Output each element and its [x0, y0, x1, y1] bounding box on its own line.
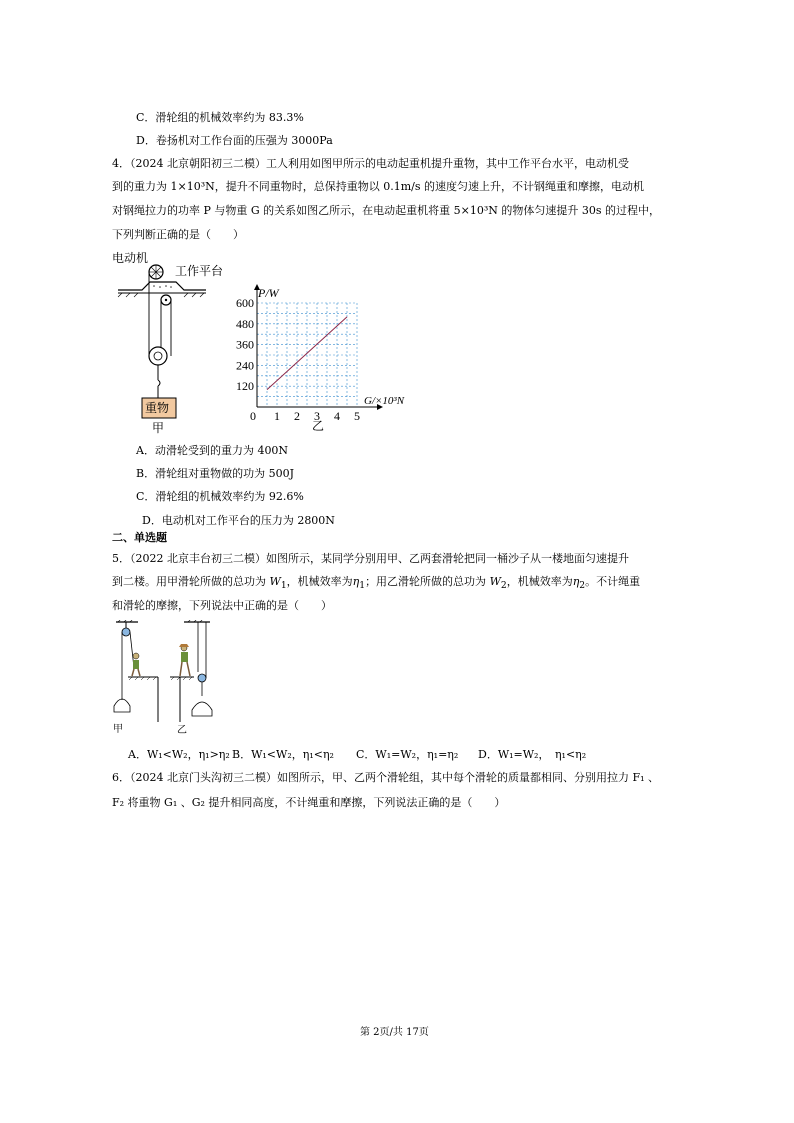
- q5-stem-line-1: 5．（2022 北京丰台初三二模）如图所示，某同学分别用甲、乙两套滑轮把同一桶沙子从一楼地面匀速提升: [112, 552, 629, 565]
- y-tick-label: 360: [236, 337, 254, 352]
- x-tick-label: 3: [314, 409, 320, 423]
- q6-stem-line-1: 6．（2024 北京门头沟初三二模）如图所示，甲、乙两个滑轮组，其中每个滑轮的质量都相同、分别用拉力 F₁ 、: [112, 771, 660, 784]
- y-tick-label: 480: [236, 316, 254, 331]
- sand-bucket-icon: [114, 699, 130, 712]
- q3-option-d: D．卷扬机对工作台面的压强为 3000Pa: [136, 134, 333, 147]
- movable-pulley-icon: [149, 347, 167, 365]
- x-tick-label: 1: [274, 409, 280, 423]
- x-tick-label: 2: [294, 409, 300, 423]
- section-heading: 二、单选题: [112, 531, 167, 544]
- y-tick-label: 600: [236, 296, 254, 310]
- y-tick-label: 240: [236, 358, 254, 373]
- q4-stem-line-3: 对钢绳拉力的功率 P 与物重 G 的关系如图乙所示，在电动起重机将重 5×10³N 的物体匀速提升 30s 的过程中，: [112, 204, 661, 217]
- q4-option-d: D．电动机对工作平台的压力为 2800N: [142, 514, 335, 527]
- q4-option-b: B．滑轮组对重物做的功为 500J: [136, 467, 294, 480]
- q5-stem-line-2: 到二楼。用甲滑轮所做的总功为 $W_1$，机械效率为$\eta_1$；用乙滑轮所做的总功为 $W_2$，机械效率为$\eta_2$。不计绳重: [112, 575, 641, 592]
- q6-stem-line-2: F₂ 将重物 G₁ 、G₂ 提升相同高度，不计绳重和摩擦，下列说法正确的是（ ）: [112, 796, 506, 809]
- fig-jia-caption: 甲: [152, 421, 165, 435]
- x-tick-label: 0: [250, 409, 256, 423]
- q4-stem-line-1: 4．（2024 北京朝阳初三二模）工人利用如图甲所示的电动起重机提升重物，其中工作平台水平，电动机受: [112, 157, 629, 170]
- q3-option-c: C．滑轮组的机械效率约为 83.3%: [136, 111, 304, 124]
- chart-caption: 乙: [312, 419, 325, 432]
- q5-option-a: A．W₁<W₂，η₁>η₂: [128, 748, 230, 761]
- chart-xlabel: G/×10³N: [364, 395, 405, 407]
- person-icon: [133, 653, 139, 659]
- q4-stem-line-2: 到的重力为 1×10³N，提升不同重物时，总保持重物以 0.1m/s 的速度匀速上升，不计钢绳重和摩擦，电动机: [112, 180, 645, 193]
- page-footer: 第 2页/共 17页: [360, 1027, 429, 1038]
- y-tick-label: 120: [236, 379, 254, 394]
- fig-jia-motor-label: 电动机: [112, 251, 149, 265]
- q4-option-a: A．动滑轮受到的重力为 400N: [136, 444, 289, 457]
- pulley-setups-diagram: [110, 620, 220, 726]
- fixed-pulley-icon: [122, 628, 130, 636]
- fig-jia-platform-label: 工作平台: [175, 264, 224, 278]
- power-weight-chart: [236, 282, 426, 432]
- q5-stem-line-3: 和滑轮的摩擦，下列说法中正确的是（ ）: [112, 599, 332, 612]
- q5-fig-caption-yi: 乙: [177, 725, 187, 736]
- q5-fig-caption-jia: 甲: [113, 724, 123, 735]
- q5-option-c: C．W₁=W₂，η₁=η₂: [356, 748, 459, 761]
- q5-option-b: B．W₁<W₂，η₁<η₂: [232, 748, 334, 761]
- chart-ylabel: P/W: [258, 286, 279, 300]
- q4-option-c: C．滑轮组的机械效率约为 92.6%: [136, 490, 304, 503]
- q4-stem-line-4: 下列判断正确的是（ ）: [112, 228, 244, 241]
- x-tick-label: 5: [354, 409, 360, 423]
- x-tick-label: 4: [334, 409, 340, 423]
- q5-option-d: D．W₁=W₂， η₁<η₂: [478, 748, 587, 761]
- fig-jia-weight-label: 重物: [145, 401, 170, 415]
